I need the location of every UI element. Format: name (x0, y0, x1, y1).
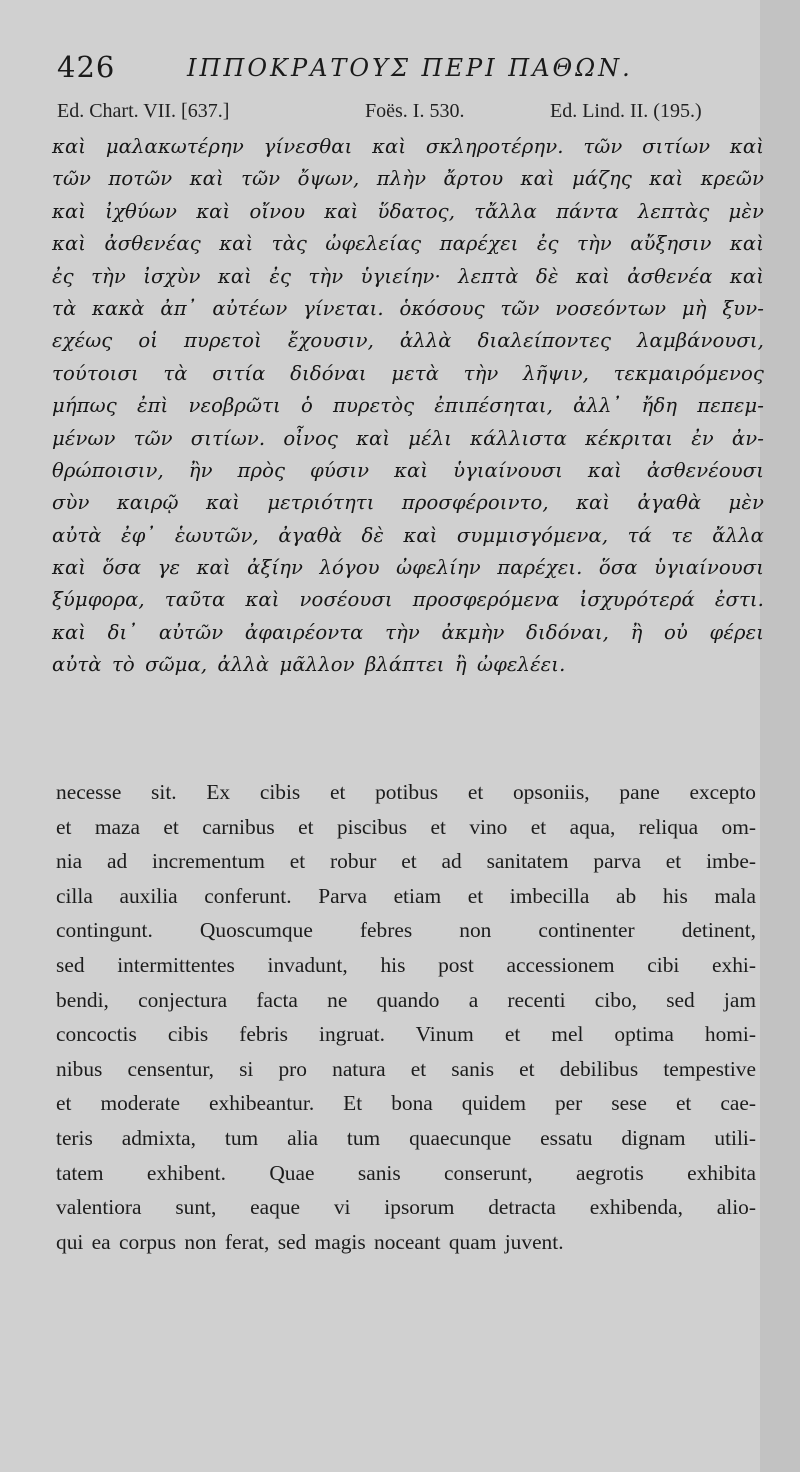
latin-text-block (56, 775, 756, 1259)
greek-text-line: τὰ κακὰ ἀπ᾽ αὐτέων γίνεται. ὁκόσους τῶν νοσεόντων μὴ ξυν- (52, 296, 764, 320)
edition-references (57, 100, 757, 130)
edition-ref-foes: Foës. I. 530. (365, 100, 465, 122)
latin-text-line: contingunt. Quoscumque febres non continenter detinent, (56, 918, 756, 943)
latin-text-line: cilla auxilia conferunt. Parva etiam et imbecilla ab his mala (56, 883, 756, 908)
page-edge-shadow (760, 0, 800, 1472)
greek-text-line: αὐτὰ ἐφ᾽ ἑωυτῶν, ἀγαθὰ δὲ καὶ συμμισγόμενα, τά τε ἄλλα (52, 523, 764, 547)
greek-text-line: καὶ ἀσθενέας καὶ τὰς ὠφελείας παρέχει ἐς τὴν αὔξησιν καὶ (52, 232, 764, 256)
running-head (57, 50, 757, 90)
greek-text-line: τῶν ποτῶν καὶ τῶν ὄψων, πλὴν ἄρτου καὶ μάζης καὶ κρεῶν (52, 167, 764, 191)
latin-text-line: nibus censentur, si pro natura et sanis et debilibus tempestive (56, 1056, 756, 1081)
latin-text-line: concoctis cibis febris ingruat. Vinum et mel optima homi- (56, 1022, 756, 1047)
latin-text-line: et moderate exhibeantur. Et bona quidem per sese et cae- (56, 1091, 756, 1116)
greek-text-line: ξύμφορα, ταῦτα καὶ νοσέουσι προσφερόμενα ἰσχυρότερά ἐστι. (52, 588, 764, 612)
greek-text-line: αὐτὰ τὸ σῶμα, ἀλλὰ μᾶλλον βλάπτει ἢ ὠφελέει. (52, 653, 566, 677)
greek-text-line: θρώποισιν, ἢν πρὸς φύσιν καὶ ὑγιαίνουσι καὶ ἀσθενέουσι (52, 458, 764, 482)
latin-text-line: et maza et carnibus et piscibus et vino et aqua, reliqua om- (56, 814, 756, 839)
edition-ref-chartier: Ed. Chart. VII. [637.] (57, 100, 230, 122)
greek-text-line: καὶ ἰχθύων καὶ οἴνου καὶ ὕδατος, τἄλλα πάντα λεπτὰς μὲν (52, 199, 764, 223)
latin-text-line: nia ad incrementum et robur et ad sanitatem parva et imbe- (56, 849, 756, 874)
greek-text-line: μήπως ἐπὶ νεοβρῶτι ὁ πυρετὸς ἐπιπέσηται, ἀλλ᾽ ἤδη πεπεμ- (52, 394, 764, 418)
greek-text-line: σὺν καιρῷ καὶ μετριότητι προσφέροιντο, καὶ ἀγαθὰ μὲν (52, 491, 764, 515)
latin-text-line: tatem exhibent. Quae sanis conserunt, aegrotis exhibita (56, 1160, 756, 1185)
page-number: 426 (57, 50, 116, 84)
greek-text-block (52, 131, 764, 682)
greek-text-line: ἐς τὴν ἰσχὺν καὶ ἐς τὴν ὑγιείην· λεπτὰ δὲ καὶ ἀσθενέα καὶ (52, 264, 764, 288)
latin-text-line: teris admixta, tum alia tum quaecunque essatu dignam utili- (56, 1125, 756, 1150)
edition-ref-linden: Ed. Lind. II. (195.) (550, 100, 702, 122)
latin-text-line: necesse sit. Ex cibis et potibus et opsoniis, pane excepto (56, 780, 756, 804)
running-title: ΙΠΠΟΚΡΑΤΟΥΣ ΠΕΡΙ ΠΑΘΩΝ. (187, 54, 633, 82)
greek-text-line: καὶ μαλακωτέρην γίνεσθαι καὶ σκληροτέρην. τῶν σιτίων καὶ (52, 135, 764, 158)
greek-text-line: τούτοισι τὰ σιτία διδόναι μετὰ τὴν λῆψιν, τεκμαιρόμενος (52, 361, 764, 385)
greek-text-line: καὶ δι᾽ αὐτῶν ἀφαιρέοντα τὴν ἀκμὴν διδόναι, ἢ οὐ φέρει (52, 620, 764, 644)
latin-text-line: bendi, conjectura facta ne quando a recenti cibo, sed jam (56, 987, 756, 1012)
latin-text-line: qui ea corpus non ferat, sed magis noceant quam juvent. (56, 1229, 564, 1254)
greek-text-line: μένων τῶν σιτίων. οἶνος καὶ μέλι κάλλιστα κέκριται ἐν ἀν- (52, 426, 764, 450)
latin-text-line: sed intermittentes invadunt, his post accessionem cibi exhi- (56, 952, 756, 977)
latin-text-line: valentiora sunt, eaque vi ipsorum detracta exhibenda, alio- (56, 1195, 756, 1220)
greek-text-line: εχέως οἱ πυρετοὶ ἔχουσιν, ἀλλὰ διαλείποντες λαμβάνουσι, (52, 329, 764, 353)
greek-text-line: καὶ ὅσα γε καὶ ἀξίην λόγου ὠφελίην παρέχει. ὅσα ὑγιαίνουσι (52, 556, 764, 580)
